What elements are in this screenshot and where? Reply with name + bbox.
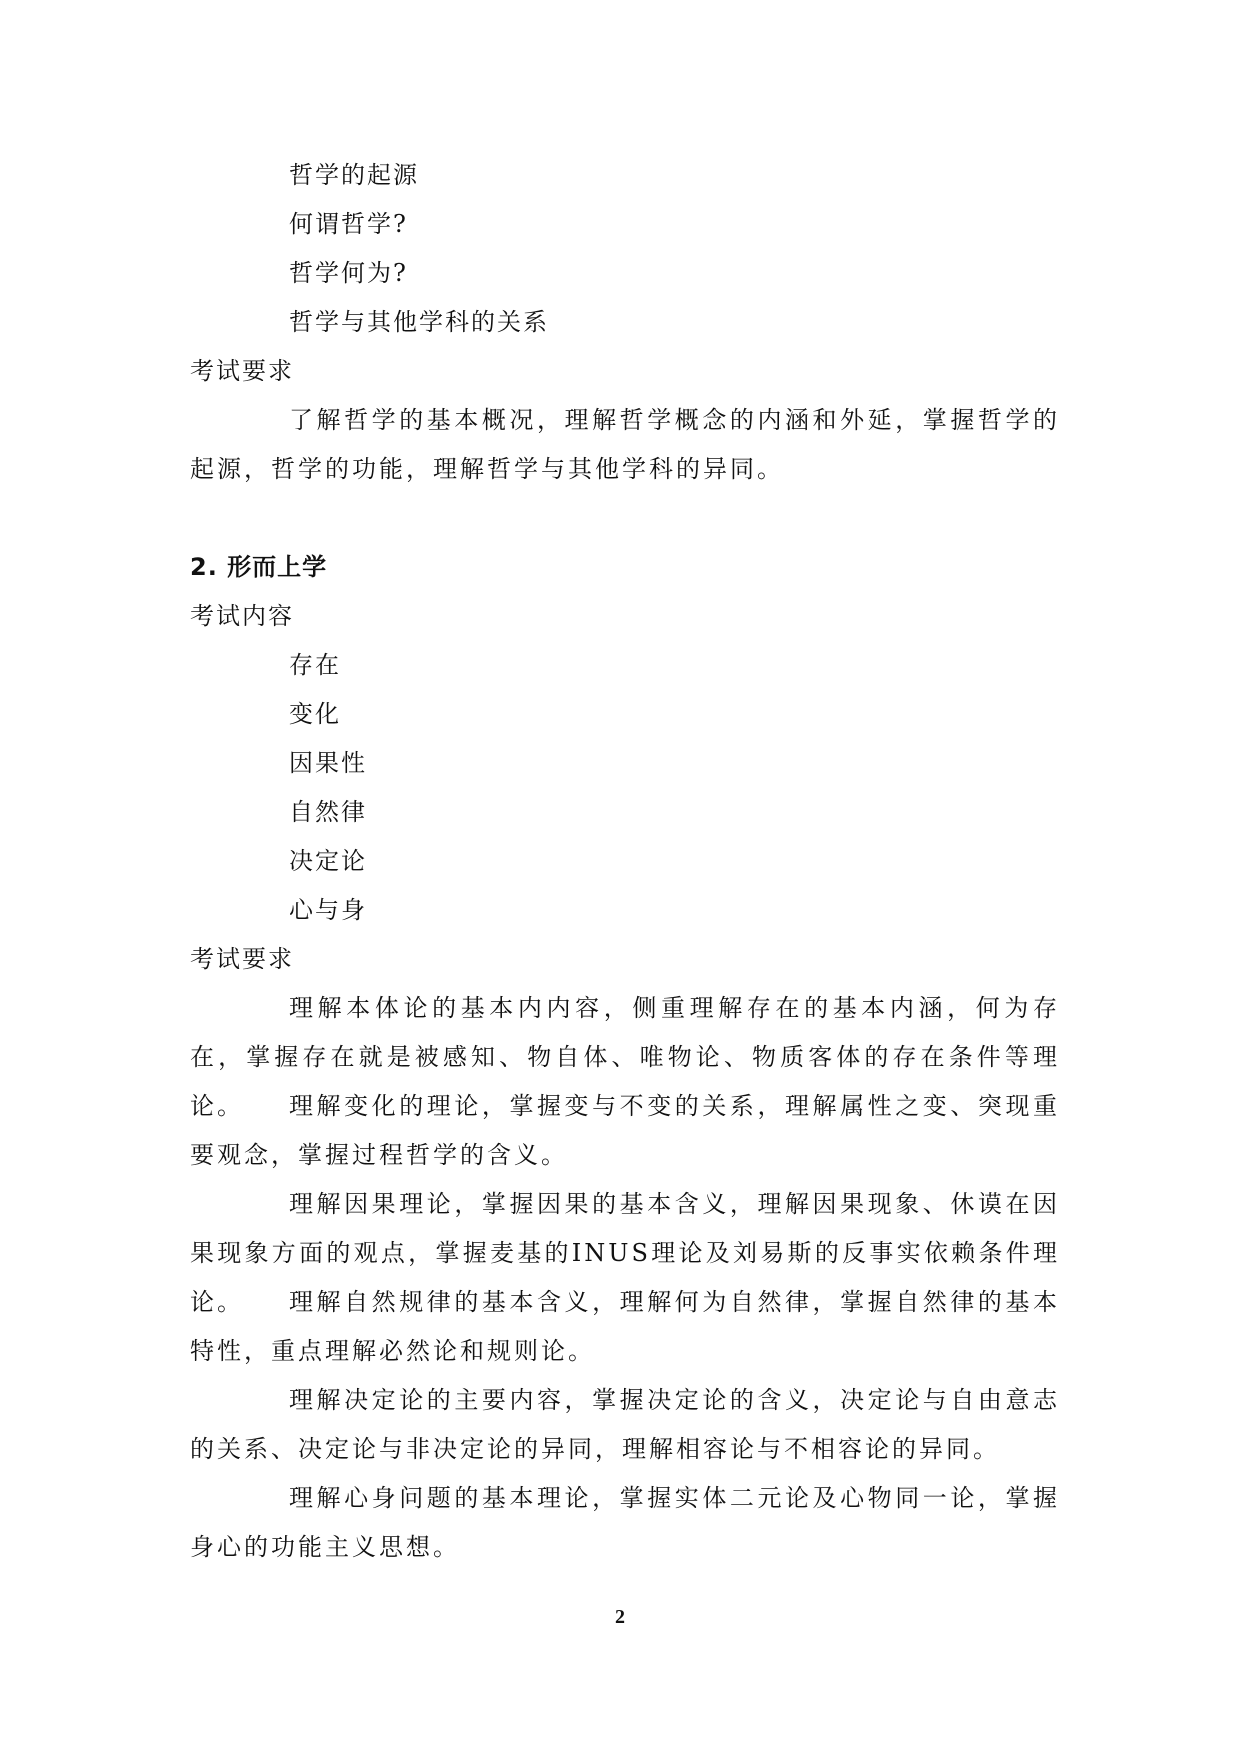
requirement-paragraph: 了解哲学的基本概况，理解哲学概念的内涵和外延，掌握哲学的起源，哲学的功能，理解哲学与其他学科的异同。 [190,406,1060,483]
content-item: 决定论 [289,847,367,875]
page-number: 2 [615,1606,625,1628]
section-heading: 2. 形而上学 [190,553,328,581]
requirement-paragraph: 理解决定论的主要内容，掌握决定论的含义，决定论与自由意志的关系、决定论与非决定论的异同，理解相容论与不相容论的异同。 [190,1386,1060,1463]
content-item: 心与身 [289,896,367,924]
requirement-paragraph: 理解自然规律的基本含义，理解何为自然律，掌握自然律的基本特性，重点理解必然论和规则论。 [190,1288,1060,1365]
requirements-label: 考试要求 [190,357,294,385]
content-item: 变化 [289,700,341,728]
requirement-paragraph: 理解因果理论，掌握因果的基本含义，理解因果现象、休谟在因果现象方面的观点，掌握麦基的INUS理论及刘易斯的反事实依赖条件理论。 [190,1190,1060,1316]
content-item: 何谓哲学? [289,210,408,238]
content-item: 自然律 [289,798,367,826]
content-label: 考试内容 [190,602,294,630]
requirement-paragraph: 理解心身问题的基本理论，掌握实体二元论及心物同一论，掌握身心的功能主义思想。 [190,1484,1060,1561]
content-item: 因果性 [289,749,367,777]
content-item: 哲学的起源 [289,161,419,189]
requirement-paragraph: 理解变化的理论，掌握变与不变的关系，理解属性之变、突现重要观念，掌握过程哲学的含义。 [190,1092,1060,1169]
content-item: 哲学何为? [289,259,408,287]
content-item: 存在 [289,651,341,679]
content-item: 哲学与其他学科的关系 [289,308,549,336]
requirement-paragraph: 理解本体论的基本内内容，侧重理解存在的基本内涵，何为存在，掌握存在就是被感知、物自体、唯物论、物质客体的存在条件等理论。 [190,994,1060,1120]
requirements-label: 考试要求 [190,945,294,973]
